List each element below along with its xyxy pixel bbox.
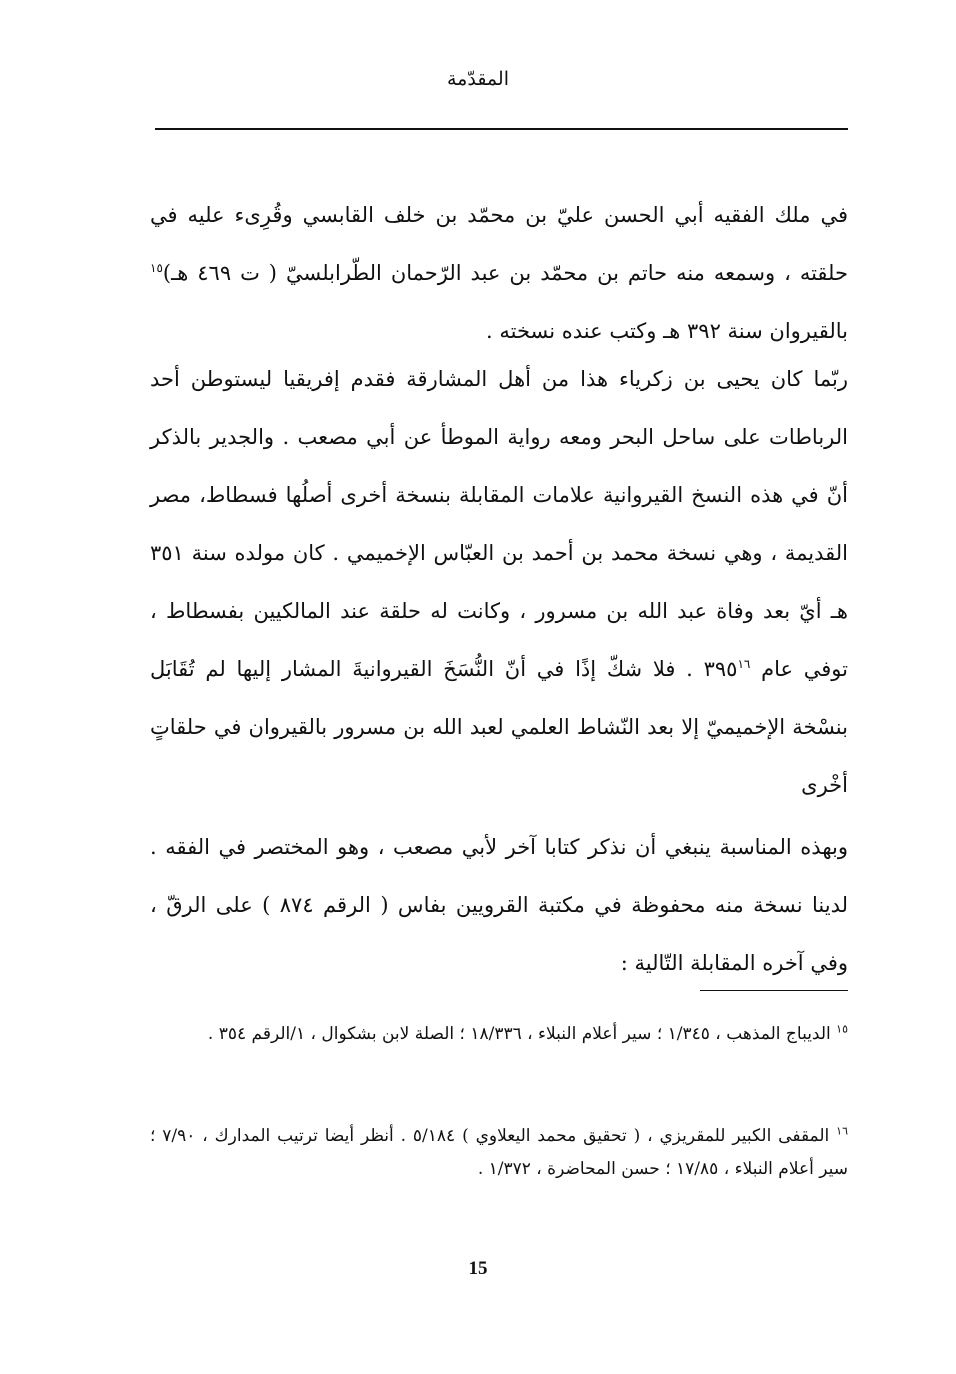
footnote-15: [150, 1018, 848, 1051]
running-head: المقدّمة: [446, 68, 509, 90]
footnote-text: الديباج المذهب ، ١/٣٤٥ ؛ سير أعلام النبلاء ، ١٨/٣٣٦ ؛ الصلة لابن بشكوال ، ١/الرقم ٣٥٤ .: [207, 1024, 837, 1044]
paragraph-2: [150, 350, 848, 814]
paragraph-3: [150, 818, 848, 992]
footnote-16: [150, 1120, 848, 1186]
footnote-text: المقفى الكبير للمقريزي ، ( تحقيق محمد اليعلاوي ) ٥/١٨٤ . أنظر أيضا ترتيب المدارك ، ٧/٩٠ ؛ سير أعلام النبلاء ، ١٧/٨٥ ؛ حسن المحاضرة ، ١/٣٧٢ .: [150, 1126, 848, 1179]
page-number: 15: [468, 1258, 488, 1279]
paragraph-text-continued: . فلا شكّ إذًا في أنّ النُّسَخَ القيروانيةَ المشار إليها لم تُقَابَل بنسْخة الإخميميّ إلا بعد النّشاط العلمي لعبد الله بن مسرور بالقيروان في حلقاتٍ أخْرى: [150, 657, 848, 797]
footnote-ref-15[interactable]: ١٥: [150, 261, 163, 275]
footnote-number: ١٦: [836, 1124, 848, 1138]
paragraph-text-continued: بالقيروان سنة ٣٩٢ هـ وكتب عنده نسخته .: [486, 319, 848, 343]
paragraph-text: وبهذه المناسبة ينبغي أن نذكر كتابا آخر لأبي مصعب ، وهو المختصر في الفقه . لدينا نسخة منه محفوظة في مكتبة القرويين بفاس ( الرقم ٨٧٤ ) على الرقّ ، وفي آخره المقابلة التّالية :: [150, 835, 848, 975]
footnote-number: ١٥: [836, 1022, 848, 1036]
header-rule: [155, 128, 848, 130]
paragraph-1: [150, 186, 848, 360]
paragraph-text: في ملك الفقيه أبي الحسن عليّ بن محمّد بن خلف القابسي وقُرِىء عليه في حلقته ، وسمعه منه حاتم بن محمّد بن عبد الرّحمان الطّرابلسيّ ( ت ٤٦٩ هـ): [150, 203, 848, 285]
footnote-ref-16[interactable]: ١٦: [737, 657, 751, 671]
paragraph-text: ربّما كان يحيى بن زكرياء هذا من أهل المشارقة فقدم إفريقيا ليستوطن أحد الرباطات على ساحل البحر ومعه رواية الموطأ عن أبي مصعب . والجدير بالذكر أنّ في هذه النسخ القيروانية علامات المقابلة بنسخة أخرى أصلُها فسطاط، مصر القديمة ، وهي نسخة محمد بن أحمد بن العبّاس الإخميمي . كان مولده سنة ٣٥١ هـ أيّ بعد وفاة عبد الله بن مسرور ، وكانت له حلقة عند المالكيين بفسطاط ، توفي عام ٣٩٥: [150, 367, 848, 681]
footnote-separator: [700, 990, 848, 991]
